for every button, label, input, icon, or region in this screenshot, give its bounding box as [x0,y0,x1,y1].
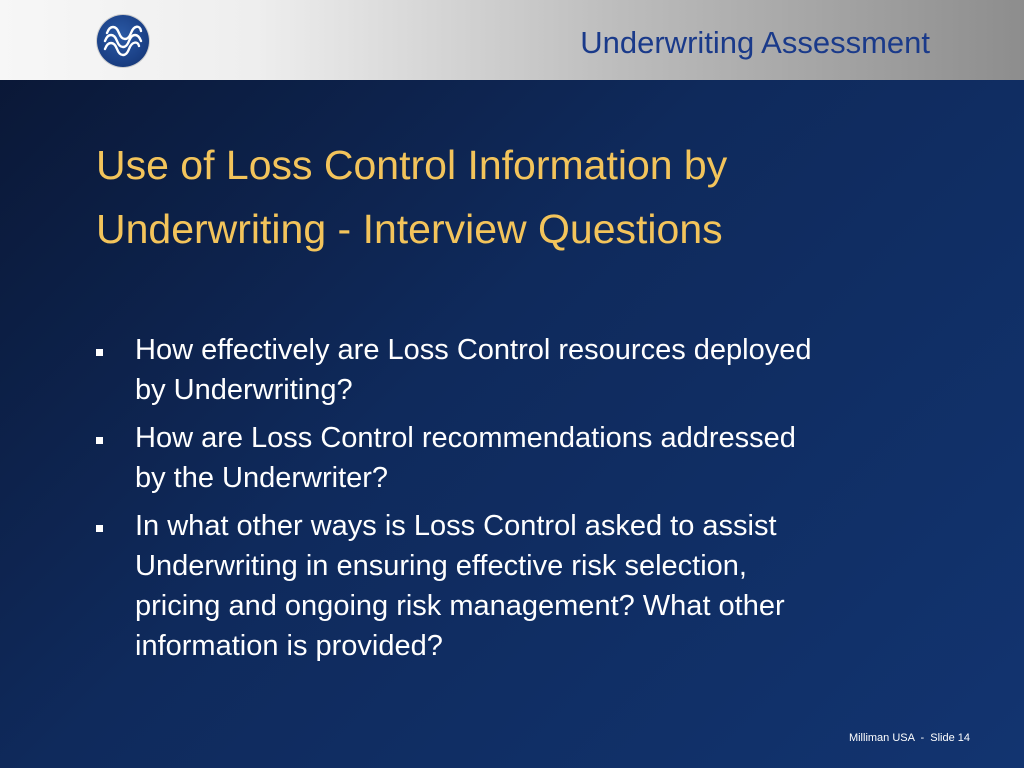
bullet-line: How are Loss Control recommendations addressed [135,422,796,454]
bullet-line: by the Underwriter? [135,462,389,494]
slide-title-line-2: Underwriting - Interview Questions [96,206,723,252]
bullet-line: pricing and ongoing risk management? What other [135,590,785,622]
bullet-item [96,506,956,666]
header-bar [0,0,1024,80]
square-bullet-icon [96,525,103,532]
bullet-line: In what other ways is Loss Control asked to assist [135,510,777,542]
bullet-item [96,330,956,410]
slide-title-line-1: Use of Loss Control Information by [96,142,728,188]
square-bullet-icon [96,437,103,444]
bullet-line: How effectively are Loss Control resources deployed [135,334,812,366]
square-bullet-icon [96,349,103,356]
slide-title [96,133,956,261]
bullet-line: Underwriting in ensuring effective risk selection, [135,550,747,582]
bullet-line: information is provided? [135,630,443,662]
footer-slide-number: Milliman USA - Slide 14 [848,732,970,744]
header-title: Underwriting Assessment [580,25,930,60]
bullet-line: by Underwriting? [135,374,353,406]
bullet-list [96,330,956,674]
bullet-item [96,418,956,498]
milliman-waves-logo-icon [97,15,149,67]
